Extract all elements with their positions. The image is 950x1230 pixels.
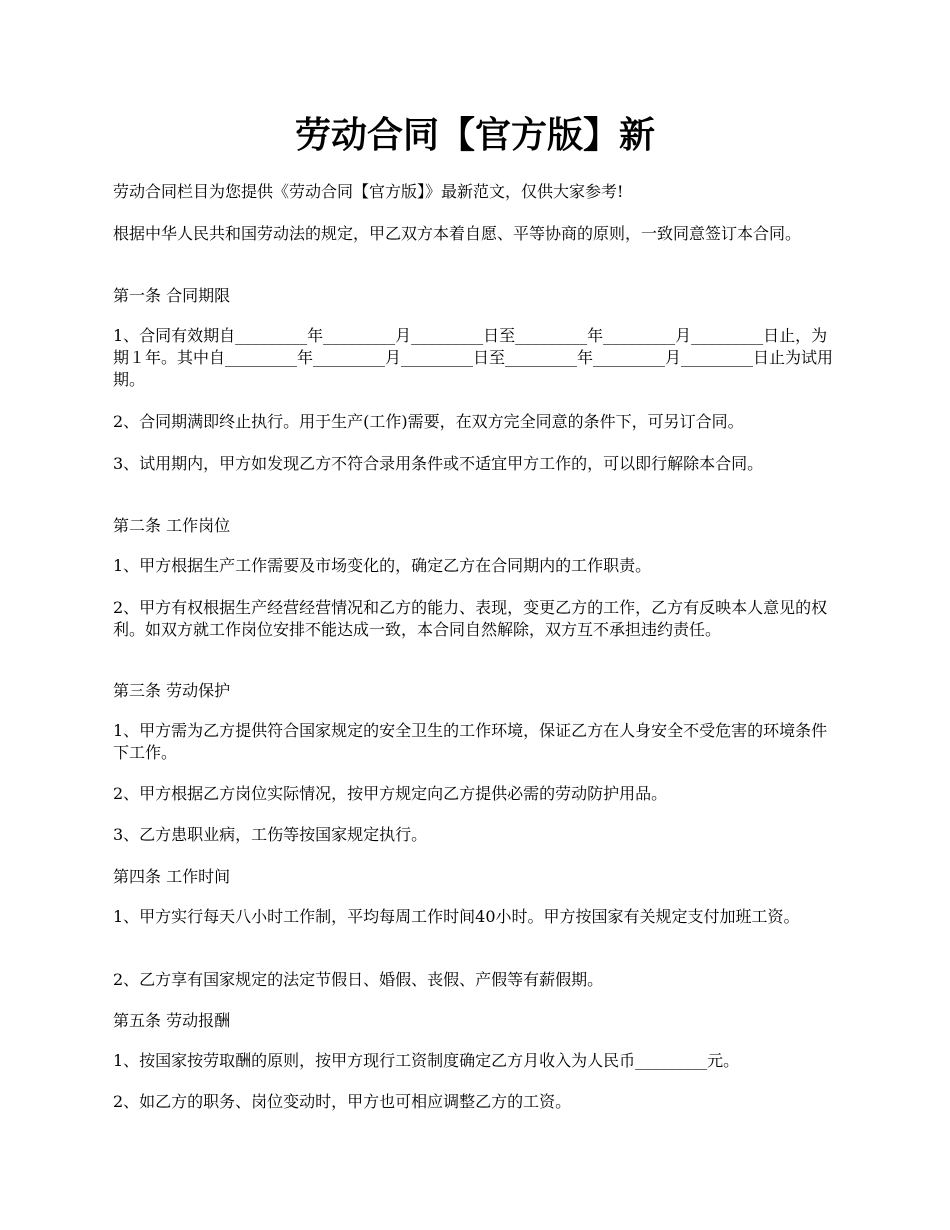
intro-paragraph: 劳动合同栏目为您提供《劳动合同【官方版】》最新范文，仅供大家参考! xyxy=(113,182,624,201)
section-5-item-1: 1、按国家按劳取酬的原则，按甲方现行工资制度确定乙方月收入为人民币_________元。 xyxy=(113,1051,740,1070)
preamble-paragraph: 根据中华人民共和国劳动法的规定，甲乙双方本着自愿、平等协商的原则，一致同意签订本合同。 xyxy=(113,224,802,243)
section-3-item-3: 3、乙方患职业病，工伤等按国家规定执行。 xyxy=(113,825,428,844)
section-2-item-1: 1、甲方根据生产工作需要及市场变化的，确定乙方在合同期内的工作职责。 xyxy=(113,556,652,575)
section-1-item-2: 2、合同期满即终止执行。用于生产(工作)需要，在双方完全同意的条件下，可另订合同。 xyxy=(113,412,744,431)
section-heading-1: 第一条 合同期限 xyxy=(113,286,231,305)
section-heading-4: 第四条 工作时间 xyxy=(113,867,231,886)
section-3-item-1: 1、甲方需为乙方提供符合国家规定的安全卫生的工作环境，保证乙方在人身安全不受危害的环境条件下工作。 xyxy=(113,721,828,762)
section-heading-2: 第二条 工作岗位 xyxy=(113,516,231,535)
section-1-item-3: 3、试用期内，甲方如发现乙方不符合录用条件或不适宜甲方工作的，可以即行解除本合同。 xyxy=(113,454,764,473)
section-heading-3: 第三条 劳动保护 xyxy=(113,681,231,700)
section-5-item-2: 2、如乙方的职务、岗位变动时，甲方也可相应调整乙方的工资。 xyxy=(113,1092,572,1111)
section-1-item-1: 1、合同有效期自_________年_________月_________日至_________年_________月_________日止，为期１年。其中自_________年_________月_________日至_________年_________月_________日止为试用期。 xyxy=(113,326,834,389)
section-heading-5: 第五条 劳动报酬 xyxy=(113,1011,231,1030)
section-4-item-1: 1、甲方实行每天八小时工作制，平均每周工作时间40小时。甲方按国家有关规定支付加班工资。 xyxy=(113,907,800,926)
section-2-item-2: 2、甲方有权根据生产经营经营情况和乙方的能力、表现，变更乙方的工作，乙方有反映本人意见的权利。如双方就工作岗位安排不能达成一致，本合同自然解除，双方互不承担违约责任。 xyxy=(113,598,828,639)
section-3-item-2: 2、甲方根据乙方岗位实际情况，按甲方规定向乙方提供必需的劳动防护用品。 xyxy=(113,784,668,803)
document-title: 劳动合同【官方版】新 xyxy=(294,114,655,156)
section-4-item-2: 2、乙方享有国家规定的法定节假日、婚假、丧假、产假等有薪假期。 xyxy=(113,970,604,989)
